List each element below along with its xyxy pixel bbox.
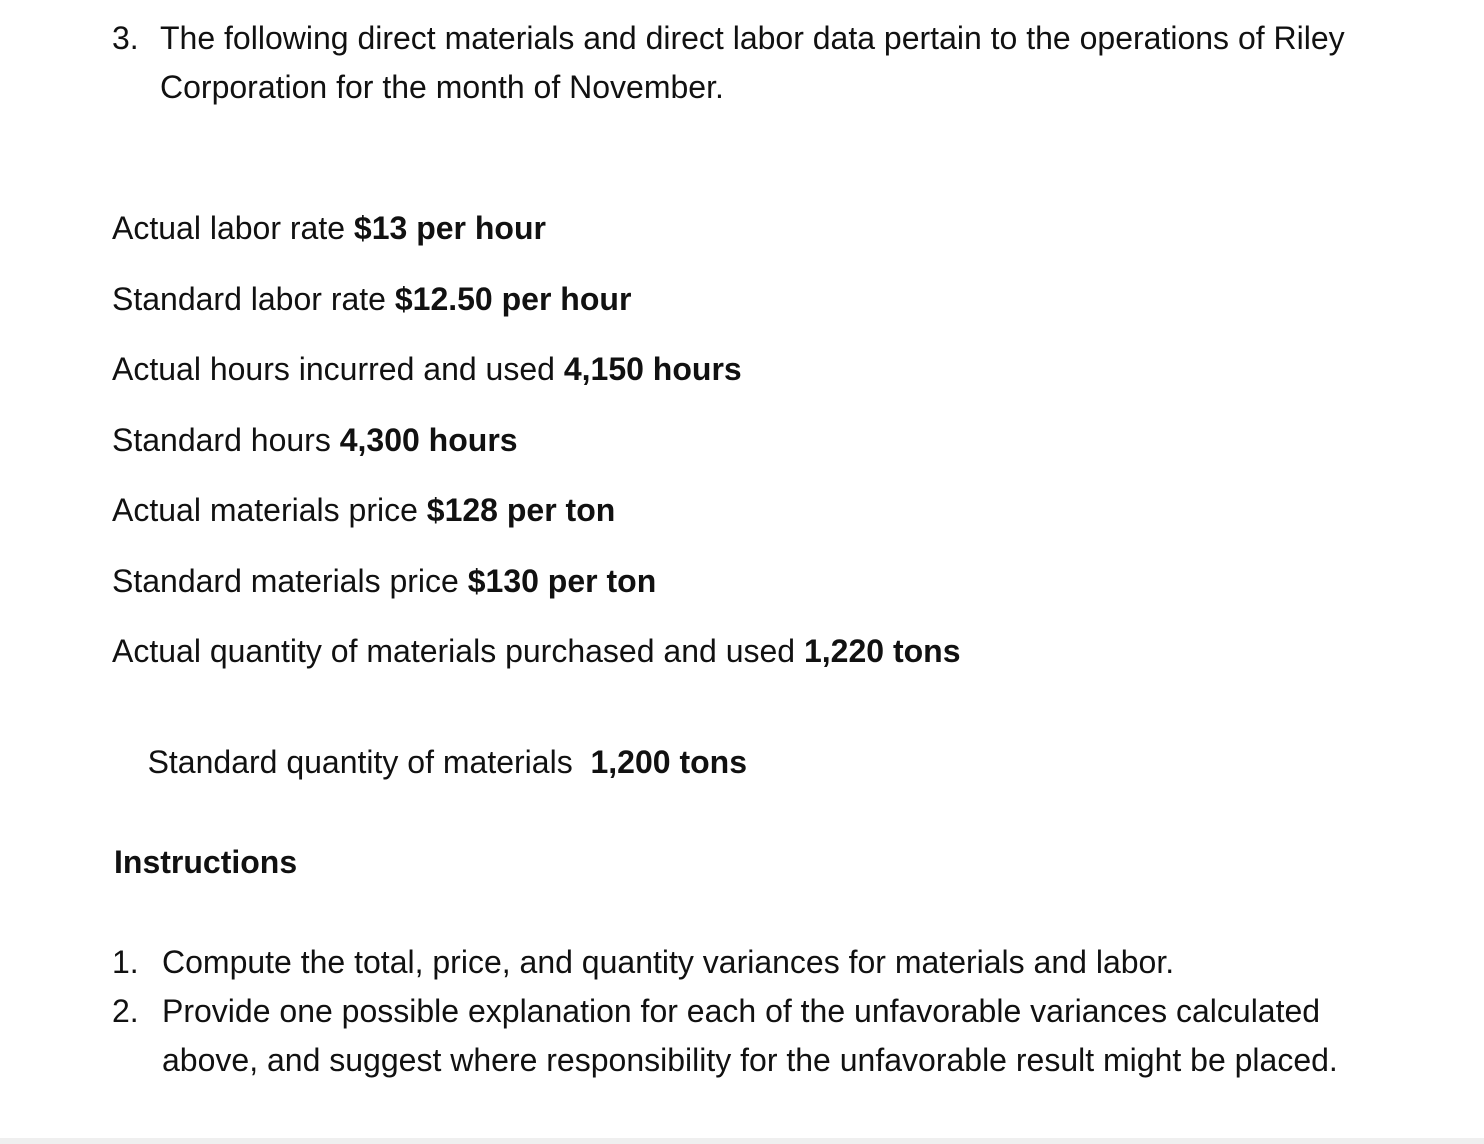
instruction-text: Provide one possible explanation for each of the unfavorable variances calculated above, and suggest where responsibility for the unfavorable result might be placed. [162, 993, 1338, 1078]
data-value: $13 per hour [353, 210, 546, 246]
problem-intro-text: The following direct materials and direct labor data pertain to the operations of Riley Corporation for the month of November. [160, 20, 1345, 105]
data-value: 4,300 hours [339, 422, 518, 458]
page-bottom-edge [0, 1138, 1484, 1144]
instruction-item [112, 938, 1412, 987]
data-line-standard-materials-price [112, 561, 656, 601]
data-label: Actual hours incurred and used [112, 351, 564, 387]
instructions-heading: Instructions [114, 844, 298, 880]
data-value: $12.50 per hour [394, 281, 632, 317]
data-line-actual-quantity [112, 631, 960, 671]
data-label: Actual materials price [112, 492, 427, 528]
data-label: Standard labor rate [112, 281, 395, 317]
data-label: Actual quantity of materials purchased and used [112, 633, 804, 669]
data-label: Actual labor rate [112, 210, 354, 246]
instructions-list [112, 938, 1412, 1085]
data-value: 1,200 tons [590, 744, 747, 780]
data-line-standard-labor-rate [112, 279, 631, 319]
problem-statement [112, 14, 1412, 112]
data-value: 1,220 tons [803, 633, 961, 669]
data-value: $130 per ton [467, 563, 657, 599]
data-line-actual-hours [112, 349, 742, 389]
data-label: Standard quantity of materials [147, 744, 591, 780]
instruction-item [112, 987, 1412, 1085]
data-value: $128 per ton [426, 492, 616, 528]
problem-number: 3. [112, 20, 139, 56]
data-value: 4,150 hours [563, 351, 742, 387]
data-line-actual-materials-price [112, 490, 615, 530]
data-line-standard-hours [112, 420, 518, 460]
data-line-actual-labor-rate [112, 208, 546, 248]
data-label: Standard materials price [112, 563, 468, 599]
data-line-standard-quantity [112, 702, 747, 822]
data-label: Standard hours [112, 422, 340, 458]
instruction-number: 2. [112, 993, 139, 1029]
instruction-number: 1. [112, 944, 139, 980]
instruction-text: Compute the total, price, and quantity variances for materials and labor. [162, 944, 1175, 980]
